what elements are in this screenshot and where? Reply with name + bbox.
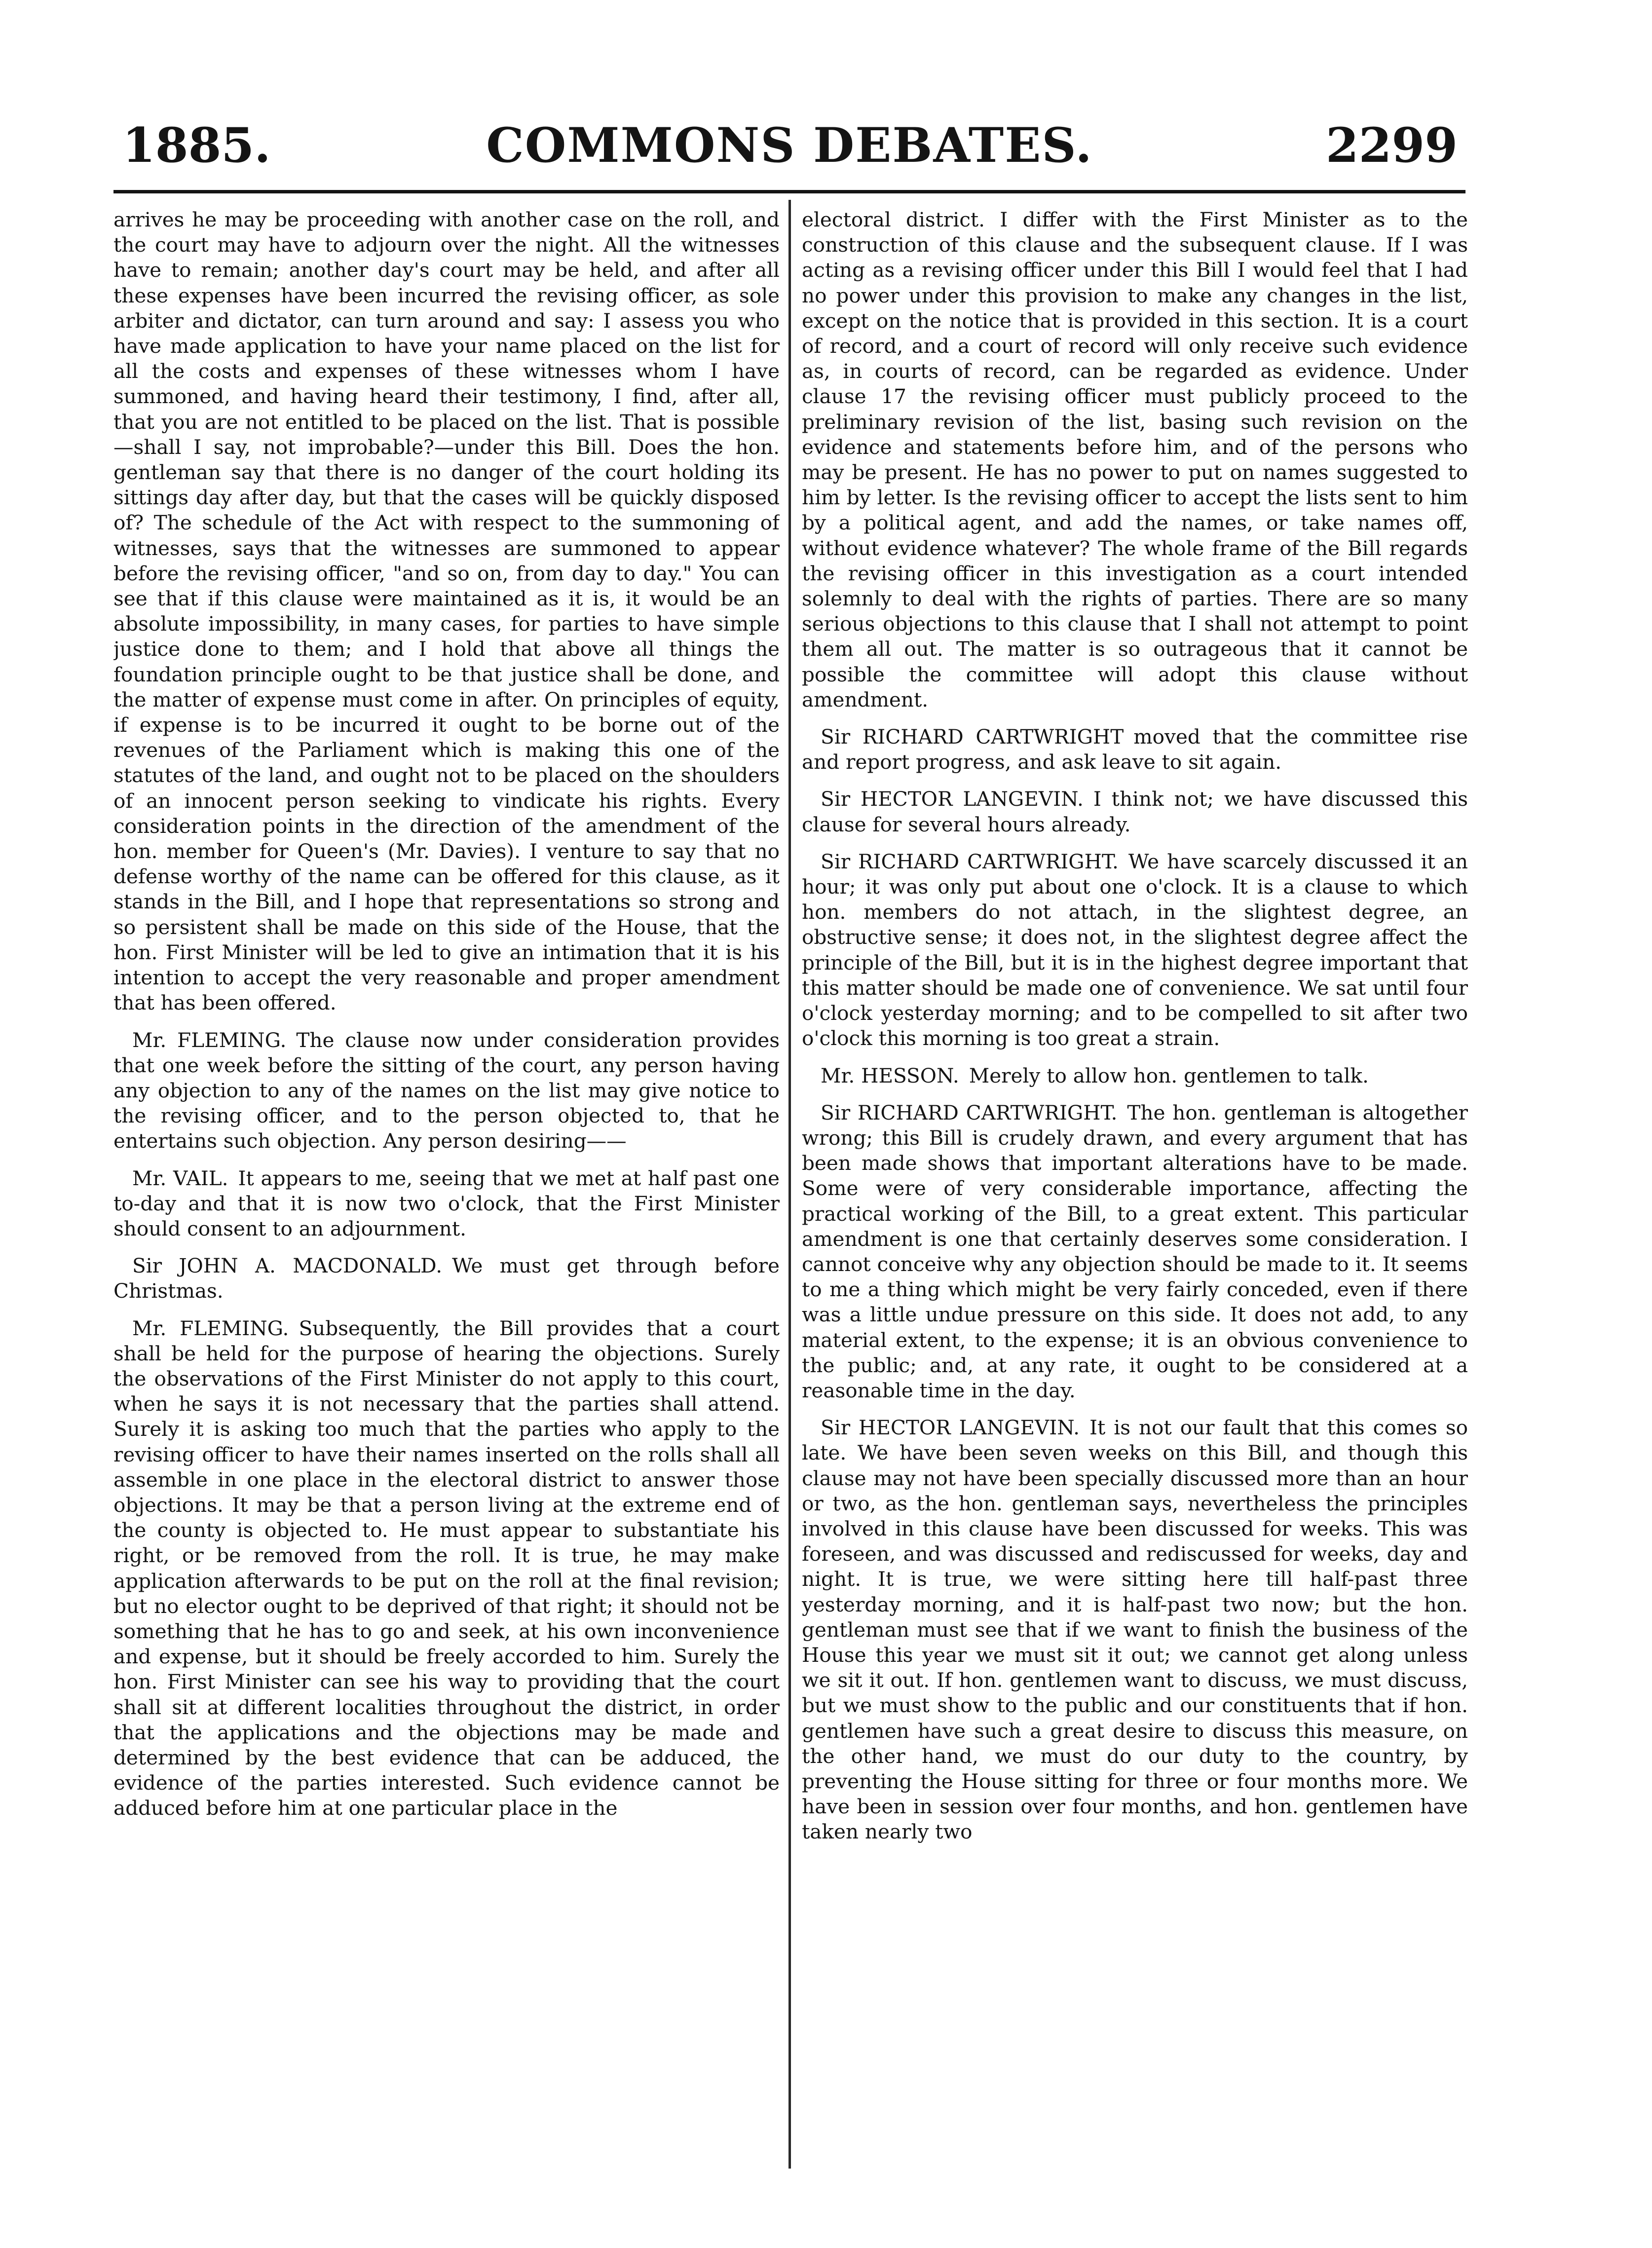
paragraph [802,724,1468,775]
header-title: COMMONS DEBATES. [486,117,1093,173]
paragraph [802,207,1468,712]
paragraph [802,787,1468,837]
speaker-name: Sir RICHARD CARTWRIGHT. [821,849,1119,873]
right-column [802,207,1468,2171]
header-page-number: 2299 [1325,117,1458,173]
paragraph-text: arrives he may be proceeding with another case on the roll, and the court may have to adjourn over the night. All the witnesses have to remain; another day's court may be held, and after all these expenses have been incurred the revising officer, as sole arbiter and dictator, can turn around and say: I assess you who have made application to have your name placed on the list for all the costs and expenses of these witnesses whom I have summoned, and having heard their testimony, I find, after all, that you are not entitled to be placed on the list. That is possible—shall I say, not improbable?—under this Bill. Does the hon. gentleman say that there is no danger of the court holding its sittings day after day, but that the cases will be quickly disposed of? The schedule of the Act with respect to the summoning of witnesses, says that the witnesses are summoned to appear before the revising officer, "and so on, from day to day." You can see that if this clause were maintained as it is, it would be an absolute impossibility, in many cases, for parties to have simple justice done to them; and I hold that above all things the foundation principle ought to be that justice shall be done, and the matter of expense must come in after. On principles of equity, if expense is to be incurred it ought to be borne out of the revenues of the Parliament which is making this one of the statutes of the land, and ought not to be placed on the shoulders of an innocent person seeking to vindicate his rights. Every consideration points in the direction of the amendment of the hon. member for Queen's (Mr. Davies). I venture to say that no defense worthy of the name can be offered for this clause, as it stands in the Bill, and I hope that representations so strong and so persistent shall be made on this side of the House, that the hon. First Minister will be led to give an intimation that it is his intention to accept the very reasonable and proper amendment that has been offered. [113,208,780,1015]
paragraph [802,1063,1468,1088]
left-column [113,207,780,2171]
speaker-name: Mr. FLEMING. [132,1028,287,1052]
paragraph [802,849,1468,1051]
header-rule [113,190,1465,193]
paragraph [802,1100,1468,1403]
header-year: 1885. [122,117,271,173]
speaker-name: Sir RICHARD CARTWRIGHT. [821,1100,1118,1124]
paragraph-text: The hon. gentleman is altogether wrong; this Bill is crudely drawn, and every argument that has been made shows that important alterations have to be made. Some were of very considerable importance, affecting the practical working of the Bill, to a great extent. This particular amendment is one that certainly deserves some consideration. I cannot conceive why any objection should be made to it. It seems to me a thing which might be very fairly conceded, even if there was a little undue pressure on this side. It does not add, to any material extent, to the expense; it is an obvious convenience to the public; and, at any rate, it ought to be considered at a reasonable time in the day. [802,1100,1468,1402]
paragraph-text: I think not; we have discussed this clause for several hours already. [802,787,1468,836]
paragraph [113,1316,780,1821]
paragraph-text: It appears to me, seeing that we met at half past one to-day and that it is now two o'clock, that the First Minister should consent to an adjournment. [113,1166,780,1240]
speaker-name: Mr. FLEMING. [132,1316,289,1340]
paragraph [113,1028,780,1154]
speaker-name: Sir RICHARD CARTWRIGHT [821,725,1124,749]
paragraph-text: The clause now under consideration provides that one week before the sitting of the court, any person having any objection to any of the names on the list may give notice to the revising officer, and to the person objected to, that he entertains such objection. Any person desiring—— [113,1028,780,1153]
column-divider [788,200,791,2169]
paragraph-text: We have scarcely discussed it an hour; it was only put about one o'clock. It is a clause to which hon. members do not attach, in the slightest degree, an obstructive sense; it does not, in the slightest degree affect the principle of the Bill, but it is in the highest degree important that this matter should be made one of convenience. We sat until four o'clock yesterday morning; and to be compelled to sit after two o'clock this morning is too great a strain. [802,849,1468,1050]
page-header [113,118,1465,183]
speaker-name: Sir HECTOR LANGEVIN. [821,1416,1080,1440]
paragraph [802,1415,1468,1844]
paragraph-text: Merely to allow hon. gentlemen to talk. [969,1063,1369,1087]
paragraph [113,207,780,1016]
speaker-name: Mr. VAIL. [132,1166,228,1190]
paragraph-text: It is not our fault that this comes so late. We have been seven weeks on this Bill, and though this clause may not have been specially discussed more than an hour or two, as the hon. gentleman says, nevertheless the principles involved in this clause have been discussed for weeks. This was foreseen, and was discussed and rediscussed for weeks, day and night. It is true, we were sitting here till half-past three yesterday morning, and it is half-past two now; but the hon. gentleman must see that if we want to finish the business of the House this year we must sit it out; we cannot get along unless we sit it out. If hon. gentlemen want to discuss, we must discuss, but we must show to the public and our constituents that if hon. gentlemen have such a great desire to discuss this measure, on the other hand, we must do our duty to the country, by preventing the House sitting for three or four months more. We have been in session over four months, and hon. gentlemen have taken nearly two [802,1416,1468,1844]
paragraph [113,1166,780,1242]
speaker-name: Sir HECTOR LANGEVIN. [821,787,1084,811]
speaker-name: Mr. HESSON. [821,1063,959,1087]
paragraph-text: Subsequently, the Bill provides that a court shall be held for the purpose of hearing the objections. Surely the observations of the First Minister do not apply to this court, when he says it is not necessary that the parties shall attend. Surely it is asking too much that the parties who apply to the revising officer to have their names inserted on the rolls shall all assemble in one place in the electoral district to answer those objections. It may be that a person living at the extreme end of the county is objected to. He must appear to substantiate his right, or be removed from the roll. It is true, he may make application afterwards to be put on the roll at the final revision; but no elector ought to be deprived of that right; it should not be something that he has to go and seek, at his own inconvenience and expense, but it should be freely accorded to him. Surely the hon. First Minister can see his way to providing that the court shall sit at different localities throughout the district, in order that the applications and the objections may be made and determined by the best evidence that can be adduced, the evidence of the parties interested. Such evidence cannot be adduced before him at one particular place in the [113,1316,780,1820]
paragraph-text: moved that the committee rise and report progress, and ask leave to sit again. [802,725,1468,774]
paragraph-text: electoral district. I differ with the First Minister as to the construction of this clause and the subsequent clause. If I was acting as a revising officer under this Bill I would feel that I had no power under this provision to make any changes in the list, except on the notice that is provided in this section. It is a court of record, and a court of record will only receive such evidence as, in courts of record, can be regarded as evidence. Under clause 17 the revising officer must publicly proceed to the preliminary revision of the list, basing such revision on the evidence and statements before him, and of the persons who may be present. He has no power to put on names suggested to him by letter. Is the revising officer to accept the lists sent to him by a political agent, and add the names, or take names off, without evidence whatever? The whole frame of the Bill regards the revising officer in this investigation as a court intended solemnly to deal with the rights of parties. There are so many serious objections to this clause that I shall not attempt to point them all out. The matter is so outrageous that it cannot be possible the committee will adopt this clause without amendment. [802,208,1468,712]
speaker-name: Sir JOHN A. MACDONALD. [132,1254,443,1278]
paragraph [113,1253,780,1304]
paragraph-text: We must get through before Christmas. [113,1254,780,1303]
